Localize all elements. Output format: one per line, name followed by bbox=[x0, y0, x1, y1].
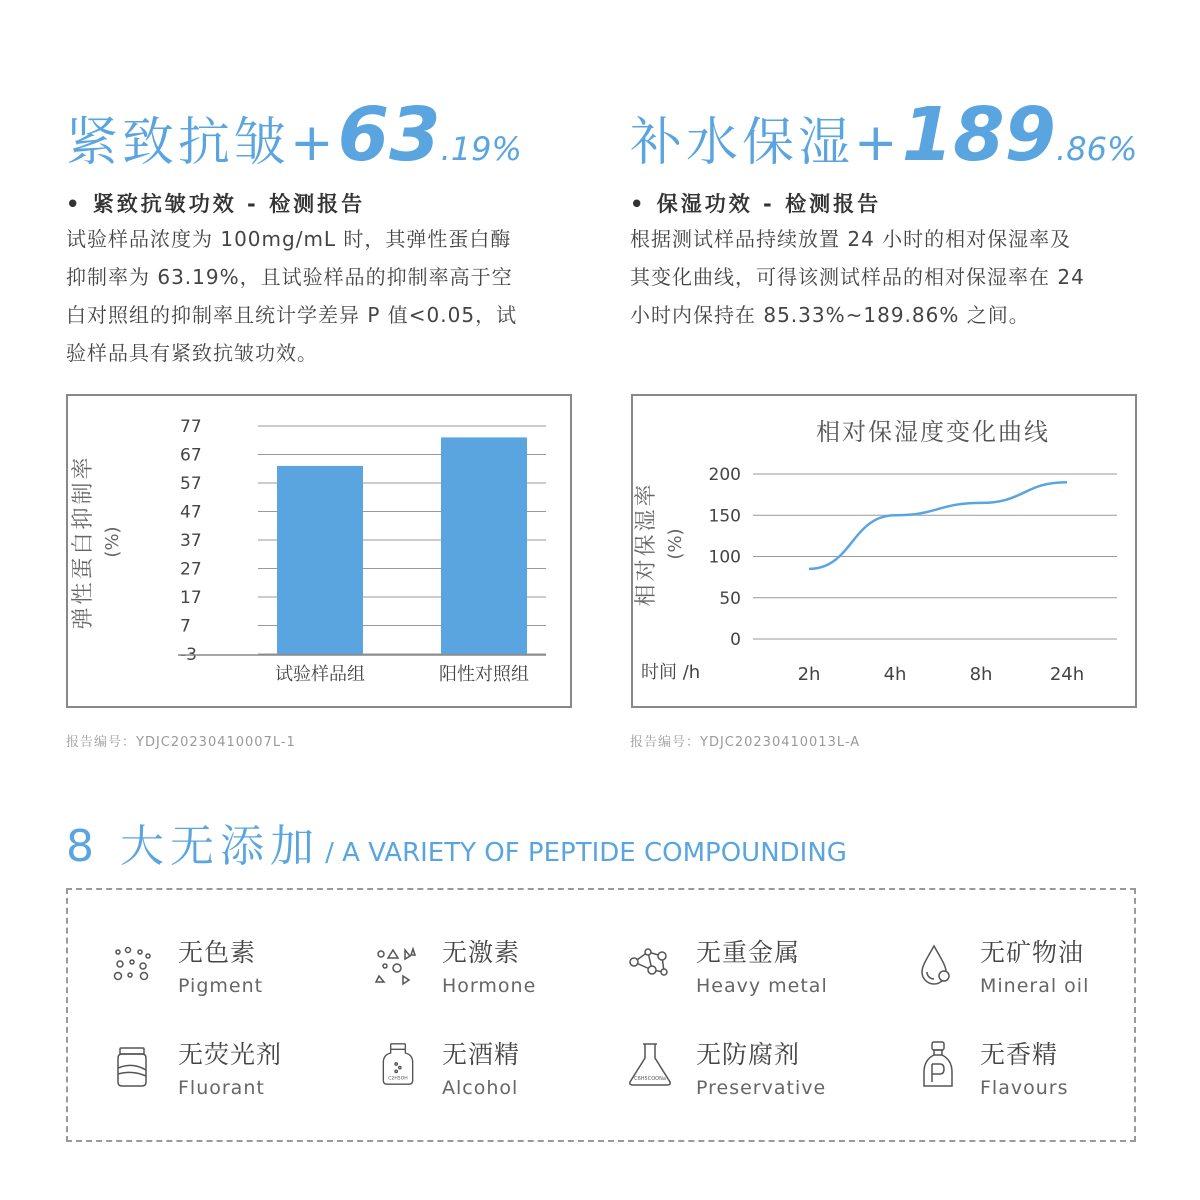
x-axis-label: 时间 /h bbox=[641, 662, 701, 683]
right-bullet-title: • 保湿功效 - 检测报告 bbox=[630, 192, 882, 216]
item-cn-label: 无香精 bbox=[980, 1040, 1059, 1069]
item-cn-label: 无荧光剂 bbox=[178, 1040, 283, 1069]
left-line: 验样品具有紧致抗皱功效。 bbox=[66, 341, 318, 365]
y-tick-label: 0 bbox=[730, 630, 741, 650]
y-tick-label: 50 bbox=[719, 588, 741, 609]
flask-icon bbox=[626, 1040, 674, 1092]
bar bbox=[441, 437, 527, 654]
item-en-label: Preservative bbox=[696, 1077, 827, 1099]
left-line: 抑制率为 63.19%，且试验样品的抑制率高于空 bbox=[66, 265, 513, 289]
line-chart bbox=[633, 396, 1135, 706]
left-headline-label: 紧致抗皱+ bbox=[66, 113, 338, 173]
perfume-icon bbox=[916, 1040, 960, 1094]
line-chart-box bbox=[631, 394, 1137, 708]
item-cn-label: 无酒精 bbox=[442, 1040, 521, 1069]
right-paragraph bbox=[630, 220, 1140, 334]
right-headline bbox=[630, 92, 1137, 178]
right-line: 小时内保持在 85.33%~189.86% 之间。 bbox=[630, 303, 1030, 327]
bottle-icon bbox=[376, 1042, 420, 1090]
oil-drop-icon bbox=[914, 942, 958, 990]
y-tick-label: 100 bbox=[708, 547, 741, 568]
jar-icon bbox=[110, 1044, 154, 1092]
y-tick-label: 200 bbox=[708, 465, 741, 485]
y-axis-label bbox=[71, 454, 123, 629]
y-tick-label: 47 bbox=[180, 502, 202, 523]
left-headline-decimal: .19% bbox=[440, 130, 522, 168]
additive-item bbox=[178, 1035, 282, 1099]
item-en-label: Hormone bbox=[442, 975, 537, 997]
section-header bbox=[66, 810, 847, 874]
y-tick-label: 7 bbox=[180, 616, 191, 637]
y-tick-label: 17 bbox=[180, 588, 202, 608]
dots-icon bbox=[110, 942, 154, 990]
item-en-label: Pigment bbox=[178, 975, 264, 997]
additive-item bbox=[442, 1035, 520, 1099]
left-paragraph bbox=[66, 220, 576, 372]
additive-item bbox=[696, 933, 828, 997]
y-axis-label bbox=[634, 481, 686, 606]
x-tick-label: 阳性对照组 bbox=[439, 664, 529, 685]
left-line: 白对照组的抑制率且统计学差异 P 值<0.05，试 bbox=[66, 303, 518, 327]
left-line: 试验样品浓度为 100mg/mL 时，其弹性蛋白酶 bbox=[66, 227, 512, 251]
right-headline-decimal: .86% bbox=[1056, 130, 1138, 168]
bottle-icon-label: C2H5OH bbox=[388, 1076, 408, 1082]
y-tick-label: 77 bbox=[180, 417, 202, 437]
shapes-icon bbox=[373, 942, 417, 990]
y-tick-label: -3 bbox=[180, 645, 197, 665]
item-en-label: Alcohol bbox=[442, 1077, 519, 1099]
no-additives-box bbox=[66, 888, 1136, 1142]
left-headline bbox=[66, 92, 522, 178]
y-axis-label-line: 相对保湿率 bbox=[634, 481, 659, 607]
x-tick-label: 2h bbox=[797, 664, 821, 685]
item-cn-label: 无矿物油 bbox=[980, 938, 1085, 967]
left-headline-number: 63 bbox=[337, 92, 441, 178]
item-en-label: Fluorant bbox=[178, 1077, 265, 1099]
y-tick-label: 150 bbox=[708, 506, 741, 527]
additive-item bbox=[442, 933, 536, 997]
bar-chart bbox=[68, 396, 570, 706]
flask-icon-label: C6H5COONa bbox=[634, 1076, 666, 1082]
section-title: 8 大无添加 bbox=[66, 821, 320, 872]
bar bbox=[277, 466, 363, 654]
left-report-number: 报告编号：YDJC20230410007L-1 bbox=[66, 735, 296, 750]
y-axis-label-line: (%) bbox=[665, 528, 686, 560]
item-cn-label: 无重金属 bbox=[696, 938, 801, 967]
right-headline-label: 补水保湿+ bbox=[630, 113, 902, 173]
y-axis-label-line: (%) bbox=[102, 526, 123, 558]
x-tick-label: 24h bbox=[1049, 664, 1085, 685]
item-en-label: Mineral oil bbox=[980, 975, 1090, 997]
y-tick-label: 37 bbox=[180, 531, 202, 551]
x-tick-label: 试验样品组 bbox=[275, 664, 365, 685]
right-line: 根据测试样品持续放置 24 小时的相对保湿率及 bbox=[630, 227, 1072, 251]
section-subtitle: / A VARIETY OF PEPTIDE COMPOUNDING bbox=[325, 838, 847, 868]
molecule-icon bbox=[626, 940, 670, 988]
series-line bbox=[809, 482, 1067, 569]
right-headline-number: 189 bbox=[901, 92, 1057, 178]
item-en-label: Flavours bbox=[980, 1077, 1069, 1099]
item-en-label: Heavy metal bbox=[696, 975, 828, 997]
chart-title: 相对保湿度变化曲线 bbox=[816, 418, 1050, 446]
additive-item bbox=[178, 933, 263, 997]
additive-item bbox=[980, 933, 1089, 997]
additive-item bbox=[696, 1035, 826, 1099]
x-tick-label: 4h bbox=[883, 664, 907, 685]
y-tick-label: 27 bbox=[180, 559, 202, 580]
y-tick-label: 57 bbox=[180, 474, 202, 494]
item-cn-label: 无防腐剂 bbox=[696, 1040, 801, 1069]
x-tick-label: 8h bbox=[969, 664, 993, 685]
left-bullet-title: • 紧致抗皱功效 - 检测报告 bbox=[66, 192, 366, 216]
y-tick-label: 67 bbox=[180, 445, 202, 466]
additive-item bbox=[980, 1035, 1068, 1099]
bar-chart-box bbox=[66, 394, 572, 708]
y-axis-label-line: 弹性蛋白抑制率 bbox=[71, 454, 96, 630]
item-cn-label: 无激素 bbox=[442, 938, 521, 967]
right-line: 其变化曲线，可得该测试样品的相对保湿率在 24 bbox=[630, 265, 1085, 289]
item-cn-label: 无色素 bbox=[178, 938, 257, 967]
right-report-number: 报告编号：YDJC20230410013L-A bbox=[630, 735, 861, 750]
